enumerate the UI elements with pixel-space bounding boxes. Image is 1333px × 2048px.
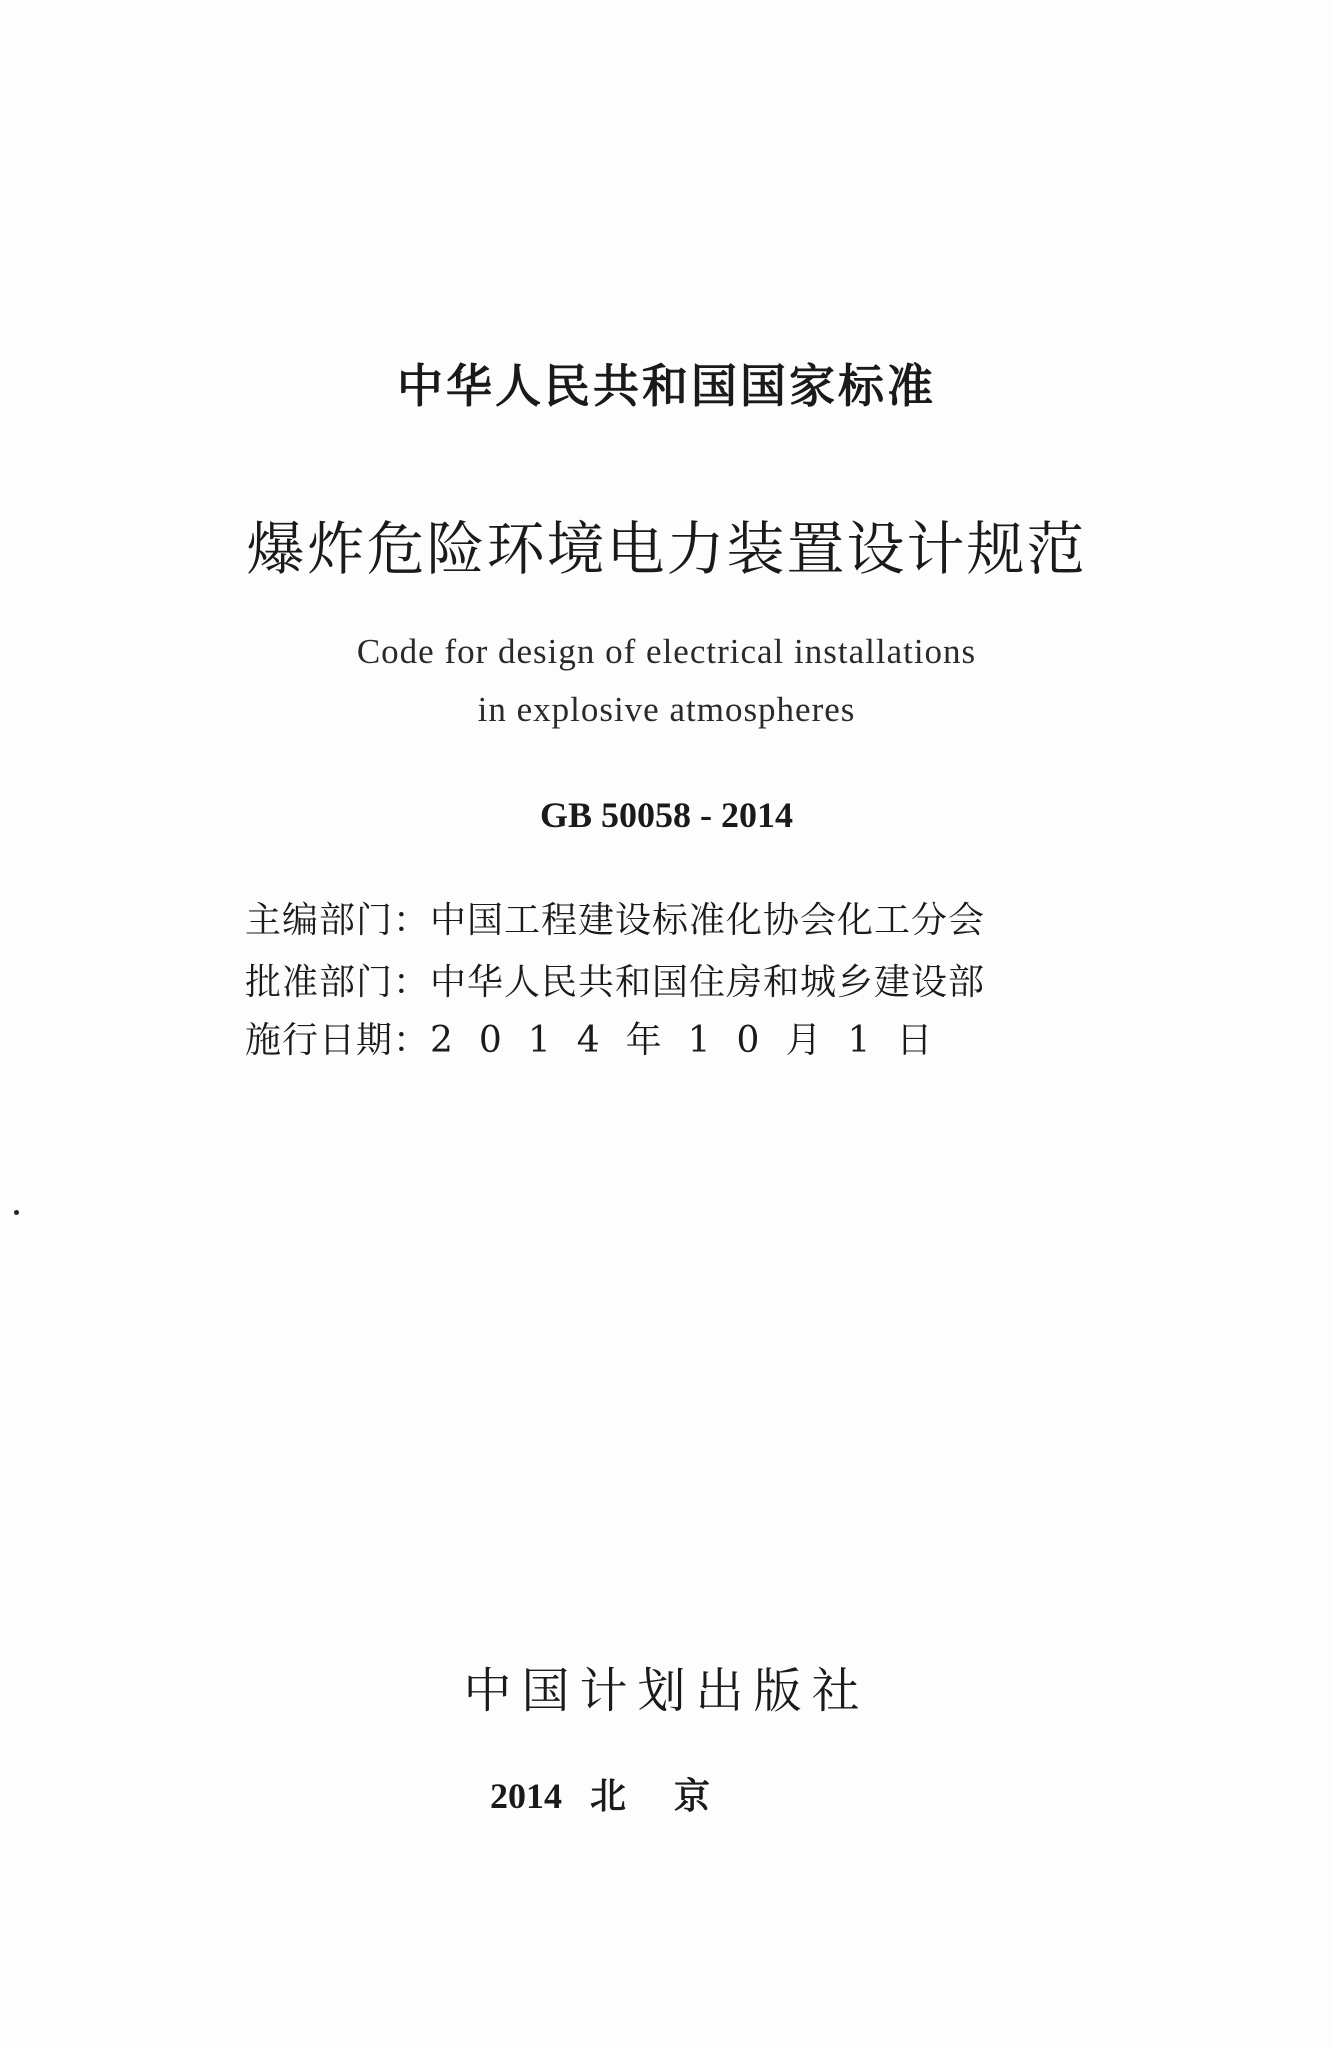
english-title-line-2: in explosive atmospheres	[477, 690, 856, 729]
approval-department-row	[245, 954, 985, 1005]
effective-date-row	[245, 1012, 958, 1063]
approval-department-value: 中华人民共和国住房和城乡建设部	[430, 962, 986, 1003]
standard-series-title: 中华人民共和国国家标准	[397, 359, 936, 413]
publisher-name: 中国计划出版社	[463, 1663, 870, 1719]
publication-year: 2014	[490, 1776, 562, 1816]
editor-department-label: 主编部门：	[245, 900, 431, 941]
editor-department-value: 中国工程建设标准化协会化工分会	[430, 900, 986, 941]
effective-date-label: 施行日期：	[245, 1020, 431, 1061]
editor-department-row	[245, 892, 985, 943]
chinese-title: 爆炸危险环境电力装置设计规范	[246, 515, 1087, 583]
scan-speck	[14, 1210, 19, 1215]
approval-department-label: 批准部门：	[245, 962, 431, 1003]
publication-city: 北京	[590, 1776, 759, 1817]
standard-code: GB 50058 - 2014	[539, 795, 793, 835]
english-title-line-1: Code for design of electrical installations	[356, 632, 977, 671]
publication-place-row	[490, 1768, 758, 1819]
effective-date-value: 2014年10月1日	[430, 1020, 959, 1061]
